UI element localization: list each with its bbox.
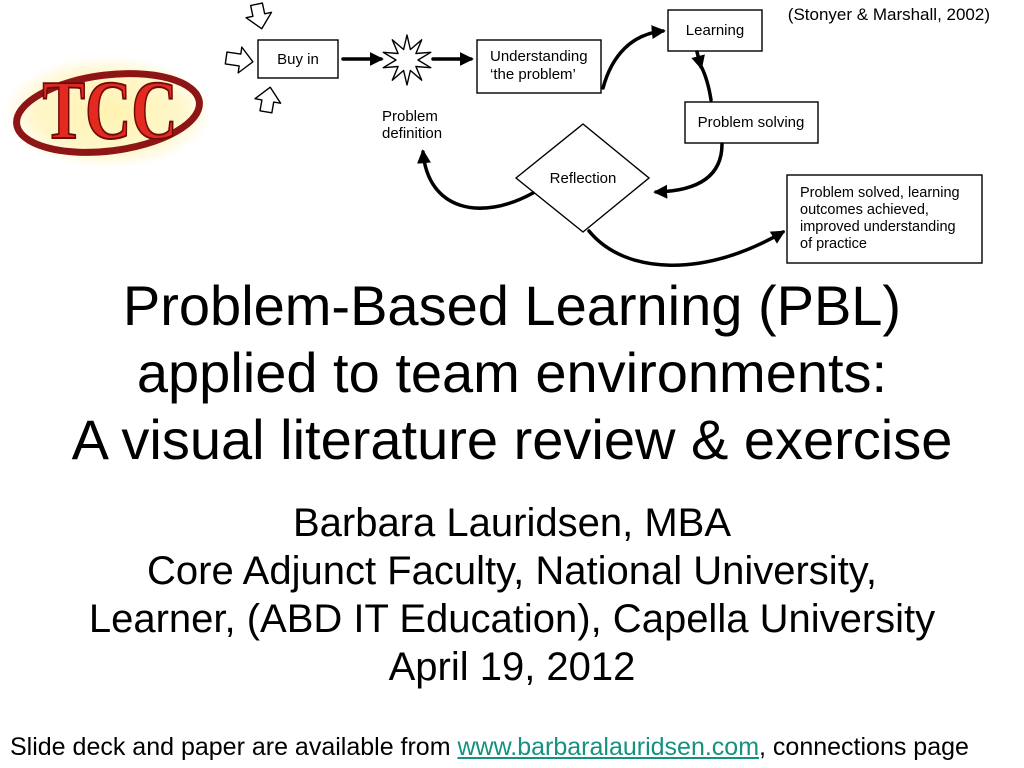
starburst-icon (383, 35, 431, 85)
footer-note (10, 732, 969, 762)
outcome-node (787, 175, 982, 263)
problem-definition-line1: Problem (382, 108, 438, 125)
citation: (Stonyer & Marshall, 2002) (787, 5, 990, 24)
arrow-understanding-to-learning (603, 31, 663, 88)
problem-solving-node (685, 102, 818, 143)
learning-label: Learning (685, 22, 745, 39)
understanding-label-line2: ‘the problem’ (490, 66, 576, 83)
author-block (0, 499, 1024, 691)
arrow-reflection-to-definition (423, 152, 533, 208)
hollow-arrow-up-icon (253, 85, 283, 114)
tcc-logo (4, 56, 212, 168)
problem-definition-line2: definition (382, 125, 443, 142)
understanding-label-line1: Understanding (490, 48, 588, 65)
logo-lettering: TCC (42, 65, 178, 158)
outcome-line4: of practice (800, 236, 867, 252)
outcome-line2: outcomes achieved, (800, 202, 929, 218)
footer-suffix: , connections page (759, 733, 969, 761)
reflection-label: Reflection (549, 170, 617, 187)
buy-in-node (258, 40, 338, 78)
title-line-3: A visual literature review & exercise (71, 408, 953, 471)
author-affiliation-1: Core Adjunct Faculty, National University, (147, 549, 877, 593)
author-name: Barbara Lauridsen, MBA (292, 501, 731, 545)
understanding-node (477, 40, 601, 93)
hollow-arrow-right-icon (224, 45, 254, 75)
outcome-line3: improved understanding (800, 219, 956, 235)
hollow-arrow-down-icon (244, 2, 275, 32)
presentation-date: April 19, 2012 (388, 645, 636, 689)
arrow-reflection-to-outcome (589, 231, 783, 265)
outcome-line1: Problem solved, learning (800, 185, 960, 201)
reflection-node (516, 124, 649, 232)
problem-solving-label: Problem solving (697, 114, 805, 131)
arrow-learning-to-solving (701, 66, 711, 100)
slide-title (0, 272, 1024, 473)
buy-in-label: Buy in (277, 51, 319, 68)
title-line-2: applied to team environments: (136, 341, 888, 404)
footer-prefix: Slide deck and paper are available from (10, 733, 458, 761)
pbl-cycle-diagram (0, 0, 1024, 285)
website-link[interactable]: www.barbaralauridsen.com (457, 733, 760, 761)
author-affiliation-2: Learner, (ABD IT Education), Capella University (88, 597, 936, 641)
learning-node (668, 10, 762, 51)
arrow-solving-to-reflection (656, 144, 722, 192)
title-line-1: Problem-Based Learning (PBL) (122, 274, 902, 337)
